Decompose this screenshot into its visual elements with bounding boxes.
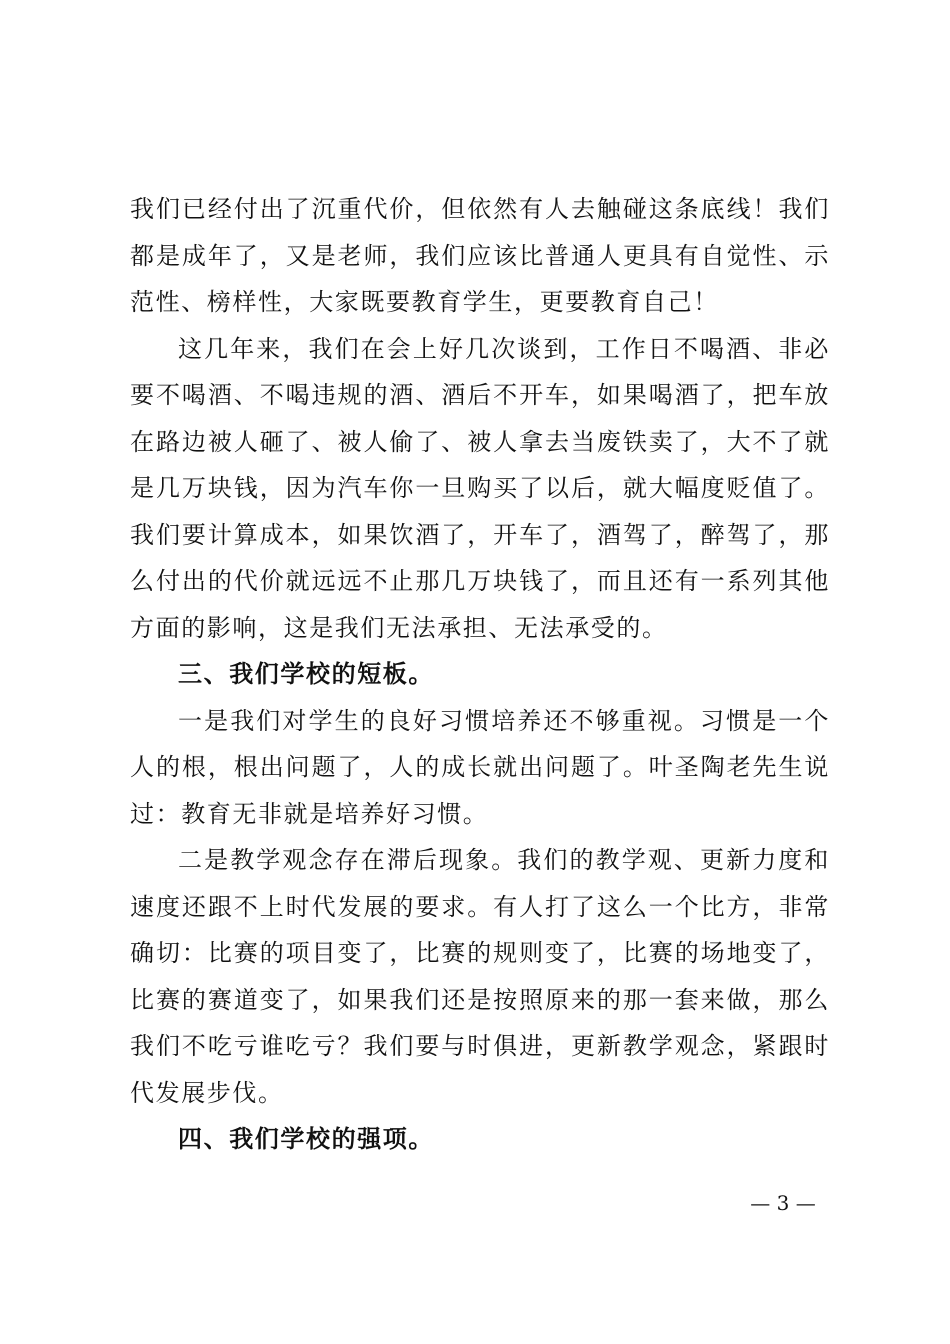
section-heading-weaknesses: 三、我们学校的短板。 <box>178 659 434 688</box>
paragraph-continuation: 我们已经付出了沉重代价，但依然有人去触碰这条底线！我们都是成年了，又是老师，我们应该比普通人更具有自觉性、示范性、榜样性，大家既要教育学生，更要教育自己！ <box>130 195 830 316</box>
paragraph-weakness-teaching-concepts: 二是教学观念存在滞后现象。我们的教学观、更新力度和速度还跟不上时代发展的要求。有人打了这么一个比方，非常确切：比赛的项目变了，比赛的规则变了，比赛的场地变了，比赛的赛道变了，如果我们还是按照原来的那一套来做，那么我们不吃亏谁吃亏？我们要与时俱进，更新教学观念，紧跟时代发展步伐。 <box>130 846 830 1107</box>
page-number: — 3 — <box>750 1191 816 1215</box>
body-text <box>130 186 830 1163</box>
paragraph-drunk-driving: 这几年来，我们在会上好几次谈到，工作日不喝酒、非必要不喝酒、不喝违规的酒、酒后不开车，如果喝酒了，把车放在路边被人砸了、被人偷了、被人拿去当废铁卖了，大不了就是几万块钱，因为汽车你一旦购买了以后，就大幅度贬值了。我们要计算成本，如果饮酒了，开车了，酒驾了，醉驾了，那么付出的代价就远远不止那几万块钱了，而且还有一系列其他方面的影响，这是我们无法承担、无法承受的。 <box>130 334 830 642</box>
section-heading-strengths: 四、我们学校的强项。 <box>178 1124 434 1153</box>
paragraph-weakness-habits: 一是我们对学生的良好习惯培养还不够重视。习惯是一个人的根，根出问题了，人的成长就出问题了。叶圣陶老先生说过：教育无非就是培养好习惯。 <box>130 706 830 828</box>
